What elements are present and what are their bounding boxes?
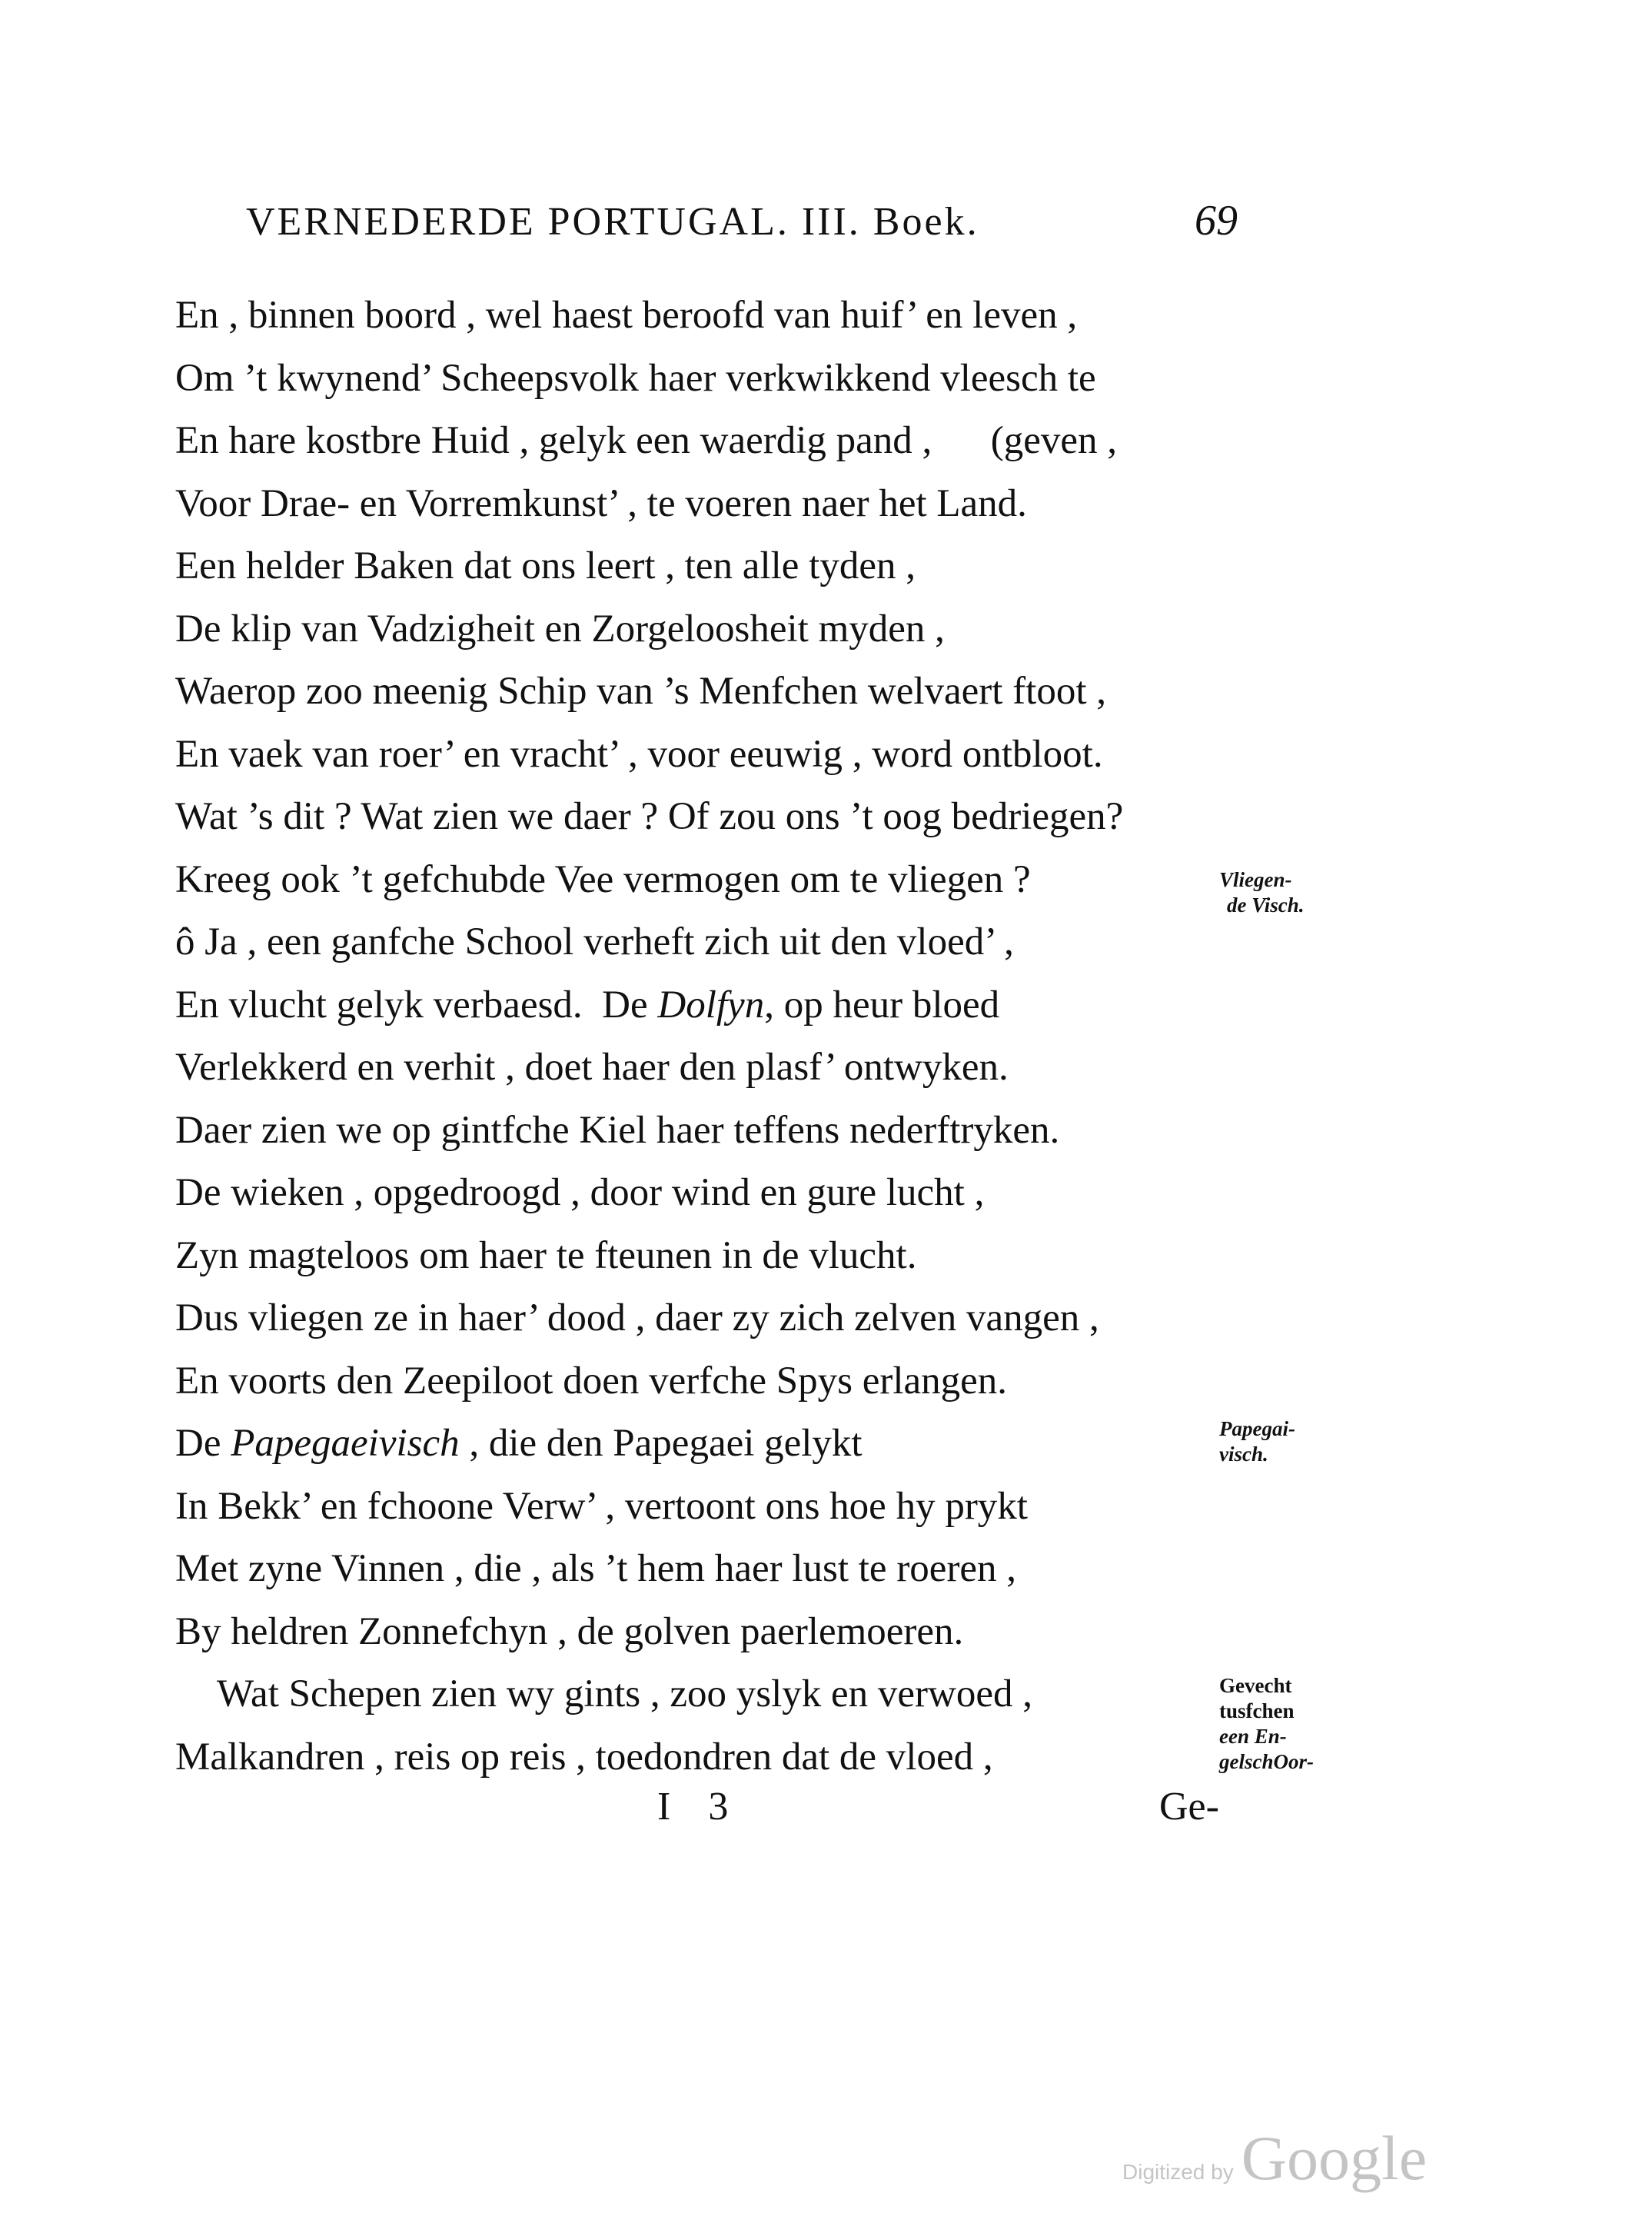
catchword: Ge- — [1159, 1785, 1219, 1829]
verse-line: Waerop zoo meenig Schip van ’s Menfchen welvaert ftoot , — [175, 670, 1107, 713]
signature-mark: I 3 — [657, 1785, 743, 1829]
verse-line: Kreeg ook ’t gefchubde Vee vermogen om te vliegen ? — [175, 857, 1031, 901]
verse-text: , die den Papegaei gelykt — [459, 1422, 863, 1465]
marginal-note-line: een En- — [1219, 1725, 1287, 1748]
verse-line: ô Ja , een ganfche School verheft zich uit den vloed’ , — [175, 920, 1014, 963]
running-head-title: VERNEDERDE PORTUGAL. III. Boek. — [246, 200, 979, 244]
verse-text: En vlucht gelyk verbaesd. De — [175, 983, 648, 1027]
verse-line: Voor Drae- en Vorremkunst’ , te voeren naer het Land. — [175, 481, 1027, 525]
marginal-note-line: Papegai- — [1219, 1417, 1295, 1440]
verse-line: Malkandren , reis op reis , toedondren dat de vloed , — [175, 1735, 993, 1779]
verse-line: En vaek van roer’ en vracht’ , voor eeuwig , word ontbloot. — [175, 732, 1103, 776]
marginal-note-line: visch. — [1219, 1443, 1268, 1466]
verse-line: Met zyne Vinnen , die , als ’t hem haer lust te roeren , — [175, 1547, 1017, 1590]
page-number: 69 — [1195, 197, 1238, 245]
verse-line: Dus vliegen ze in haer’ dood , daer zy zich zelven vangen , — [175, 1296, 1099, 1339]
verse-line: Verlekkerd en verhit , doet haer den plasf’ ontwyken. — [175, 1046, 1009, 1089]
running-head — [246, 196, 1238, 245]
verse-line — [175, 974, 1267, 1037]
watermark-prefix: Digitized by — [1122, 2160, 1234, 2184]
verse-line: En voorts den Zeepiloot doen verfche Spys erlangen. — [175, 1359, 1008, 1403]
marginal-note-line: tusfchen — [1219, 1699, 1295, 1722]
marginal-note-line: Vliegen- — [1219, 868, 1292, 891]
verse-line: Wat Schepen zien wy gints , zoo yslyk en verwoed , — [217, 1672, 1032, 1716]
verse-line: Een helder Baken dat ons leert , ten alle tyden , — [175, 544, 916, 587]
verse-line — [175, 1413, 1267, 1476]
verse-line: De wieken , opgedroogd , door wind en gure lucht , — [175, 1171, 985, 1214]
verse-line: Daer zien we op gintfche Kiel haer teffens nederftryken. — [175, 1108, 1060, 1152]
verse-line: En hare kostbre Huid , gelyk een waerdig pand , (geven , — [175, 419, 1118, 462]
verse-line: Zyn magteloos om haer te fteunen in de vlucht. — [175, 1233, 917, 1277]
marginal-note-line: de Visch. — [1227, 894, 1305, 917]
verse-line: Om ’t kwynend’ Scheepsvolk haer verkwikkend vleesch te — [175, 356, 1096, 400]
poem-text — [175, 285, 1267, 1789]
marginal-note-flying-fish — [1219, 867, 1358, 918]
verse-line: En , binnen boord , wel haest beroofd van huif’ en leven , — [175, 294, 1078, 337]
marginal-note-line: Gevecht — [1219, 1674, 1292, 1697]
marginal-note-parrotfish — [1219, 1416, 1358, 1467]
marginal-note-battle — [1219, 1673, 1358, 1775]
verse-line: By heldren Zonnefchyn , de golven paerlemoeren. — [175, 1609, 964, 1653]
italic-term-dolfyn: Dolfyn — [657, 983, 765, 1027]
verse-text: De — [175, 1422, 231, 1465]
verse-line: In Bekk’ en fchoone Verw’ , vertoont ons hoe hy prykt — [175, 1484, 1028, 1528]
verse-line: De klip van Vadzigheit en Zorgeloosheit myden , — [175, 607, 945, 651]
google-logo: Google — [1241, 2123, 1428, 2193]
verse-text: , op heur bloed — [764, 983, 1000, 1027]
verse-line: Wat ’s dit ? Wat zien we daer ? Of zou ons ’t oog bedriegen? — [175, 795, 1124, 838]
italic-term-papegaeivisch: Papegaeivisch — [231, 1422, 460, 1465]
digitized-watermark — [1122, 2122, 1427, 2195]
marginal-note-line: gelschOor- — [1219, 1750, 1314, 1773]
